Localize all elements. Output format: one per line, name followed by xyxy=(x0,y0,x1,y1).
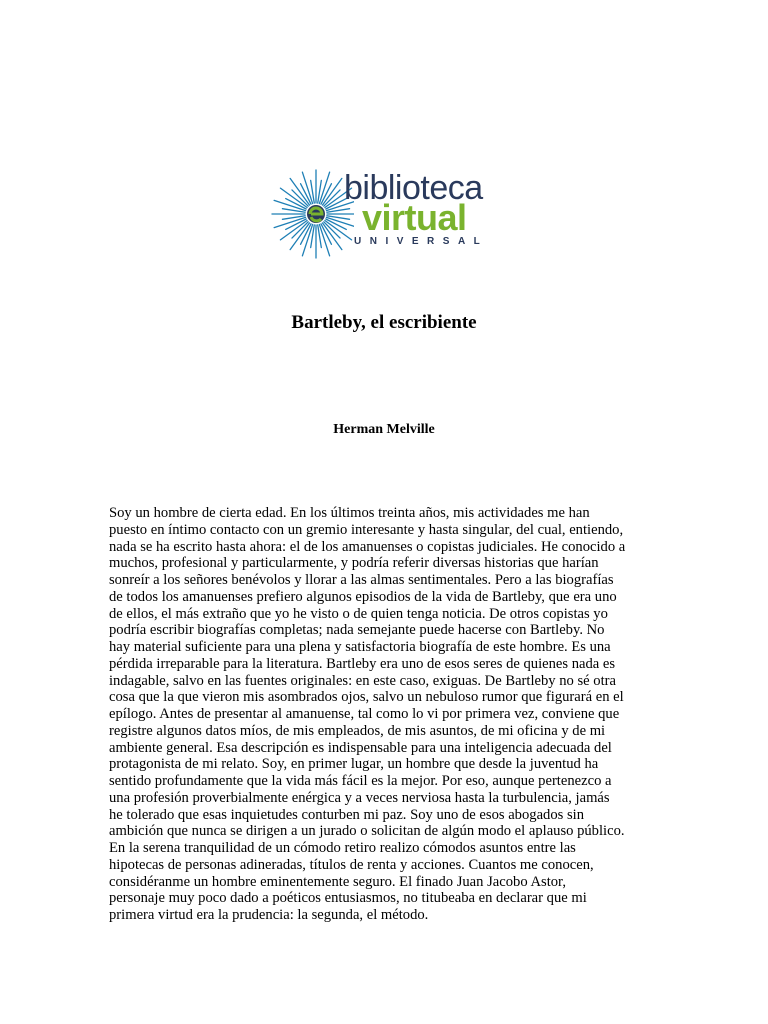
starburst-icon xyxy=(264,166,354,262)
logo-ray xyxy=(319,224,329,255)
logo-ray xyxy=(274,200,305,210)
logo-ray xyxy=(302,224,312,255)
logo-ray xyxy=(274,217,305,227)
logo-text-virtual: virtual xyxy=(362,197,467,238)
document-title: Bartleby, el escribiente xyxy=(291,312,477,333)
body-paragraph: Soy un hombre de cierta edad. En los últimos treinta años, mis actividades me han puesto en íntimo contacto con un gremio interesante y hasta singular, del cual, entiendo, nada se ha escrito hasta ahora: el de los amanuenses o copistas judiciales. He conocido a muchos, profesional y particularmente, y podría referir diversas historias que harían sonreír a los señores benévolos y llorar a las almas sentimentales. Pero a las biografías de todos los amanuenses prefiero algunos episodios de la vida de Bartleby, que era uno de ellos, el más extraño que yo he visto o de quien tenga noticia. De otros copistas yo podría escribir biografías completas; nada semejante puede hacerse con Bartleby. No hay material suficiente para una plena y satisfactoria biografía de este hombre. Es una pérdida irreparable para la literatura. Bartleby era uno de esos seres de quienes nada es indagable, salvo en las fuentes originales: en este caso, exiguas. De Bartleby no sé otra cosa que la que vieron mis asombrados ojos, salvo un nebuloso rumor que figurará en el epílogo. Antes de presentar al amanuense, tal como lo vi por primera vez, conviene que registre algunos datos míos, de mis empleados, de mis asuntos, de mi oficina y de mi ambiente general. Esa descripción es indispensable para una inteligencia adecuada del protagonista de mi relato. Soy, en primer lugar, un hombre que desde la juventud ha sentido profundamente que la vida más fácil es la mejor. Por eso, aunque pertenezco a una profesión proverbialmente enérgica y a veces nerviosa hasta la turbulencia, jamás he tolerado que esas inquietudes conturben mi paz. Soy uno de esos abogados sin ambición que nunca se dirigen a un jurado o solicitan de algún modo el aplauso público. En la serena tranquilidad de un cómodo retiro realizo cómodos asuntos entre las hipotecas de personas adineradas, títulos de renta y acciones. Cuantos me conocen, considéranme un hombre eminentemente seguro. El finado Juan Jacobo Astor, personaje muy poco dado a poéticos entusiasmos, no titubeaba en declarar que mi primera virtud era la prudencia: la segunda, el método. xyxy=(109,505,626,923)
logo-ray xyxy=(319,172,329,203)
document-author: Herman Melville xyxy=(333,422,435,437)
logo-text-biblioteca: biblioteca xyxy=(344,169,483,207)
biblioteca-virtual-logo xyxy=(264,166,508,262)
logo-ray xyxy=(302,172,312,203)
logo-text-universal: UNIVERSAL xyxy=(354,236,489,247)
